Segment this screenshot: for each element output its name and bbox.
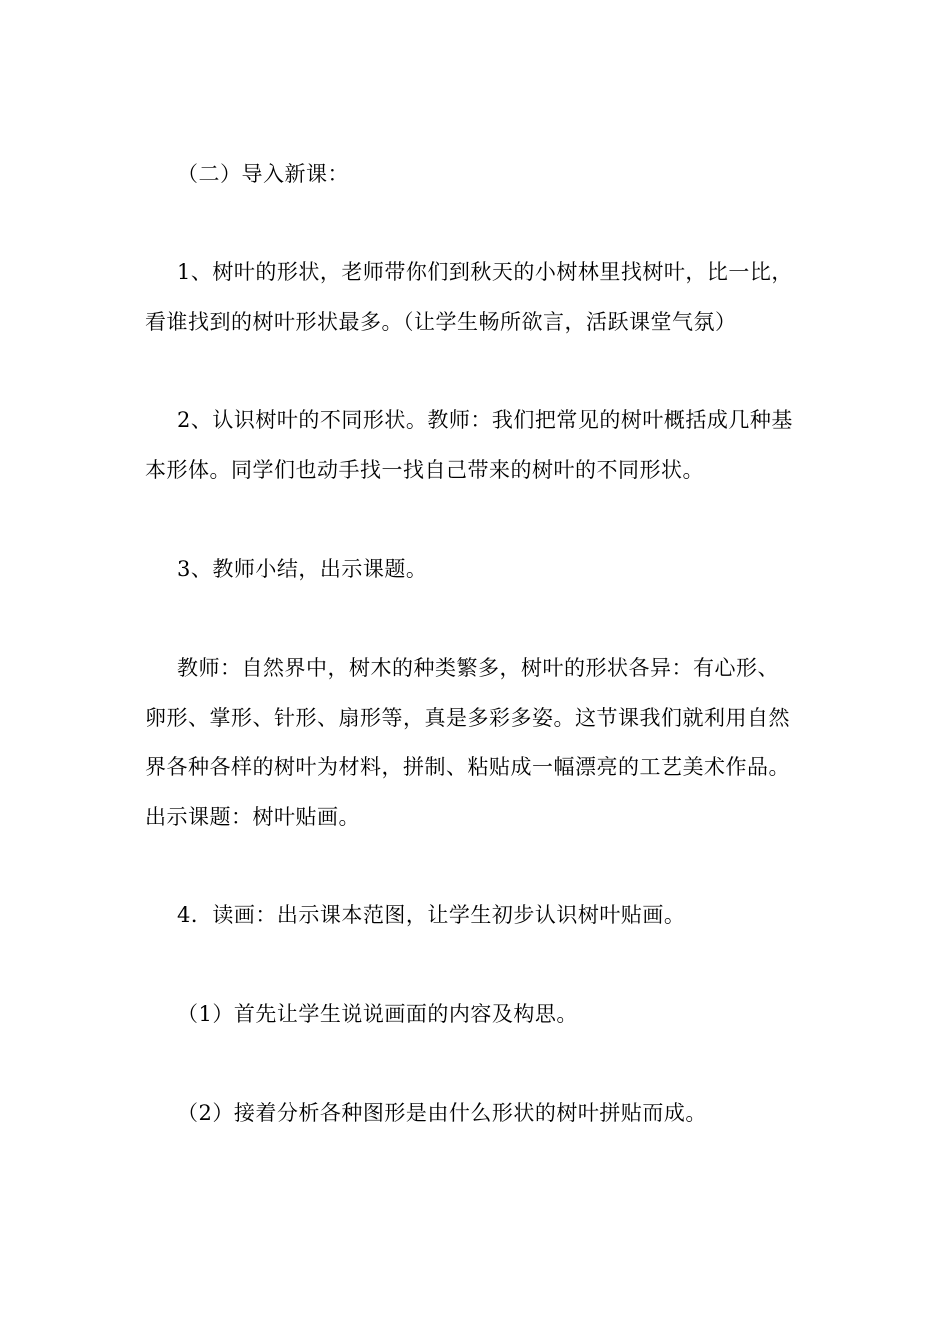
paragraph-6-line-1: （1）首先让学生说说画面的内容及构思。 [177,1002,578,1026]
paragraph-7-line-1: （2）接着分析各种图形是由什么形状的树叶拼贴而成。 [177,1101,707,1125]
paragraph-4-line-4: 出示课题：树叶贴画。 [145,805,360,829]
paragraph-3-line-1: 3、教师小结，出示课题。 [177,557,428,581]
paragraph-2-line-1: 2、认识树叶的不同形状。教师：我们把常见的树叶概括成几种基 [177,408,793,432]
paragraph-4-line-2: 卵形、掌形、针形、扇形等，真是多彩多姿。这节课我们就利用自然 [145,706,790,730]
paragraph-4-line-3: 界各种各样的树叶为材料，拼制、粘贴成一幅漂亮的工艺美术作品。 [145,755,790,779]
paragraph-2-line-2: 本形体。同学们也动手找一找自己带来的树叶的不同形状。 [145,458,704,482]
paragraph-4-line-1: 教师：自然界中，树木的种类繁多，树叶的形状各异：有心形、 [177,656,779,680]
section-heading: （二）导入新课： [177,162,349,186]
paragraph-1-line-1: 1、树叶的形状，老师带你们到秋天的小树林里找树叶，比一比， [177,260,793,284]
paragraph-1-line-2: 看谁找到的树叶形状最多。（让学生畅所欲言，活跃课堂气氛） [145,310,737,334]
paragraph-5-line-1: 4．读画：出示课本范图，让学生初步认识树叶贴画。 [177,903,686,927]
